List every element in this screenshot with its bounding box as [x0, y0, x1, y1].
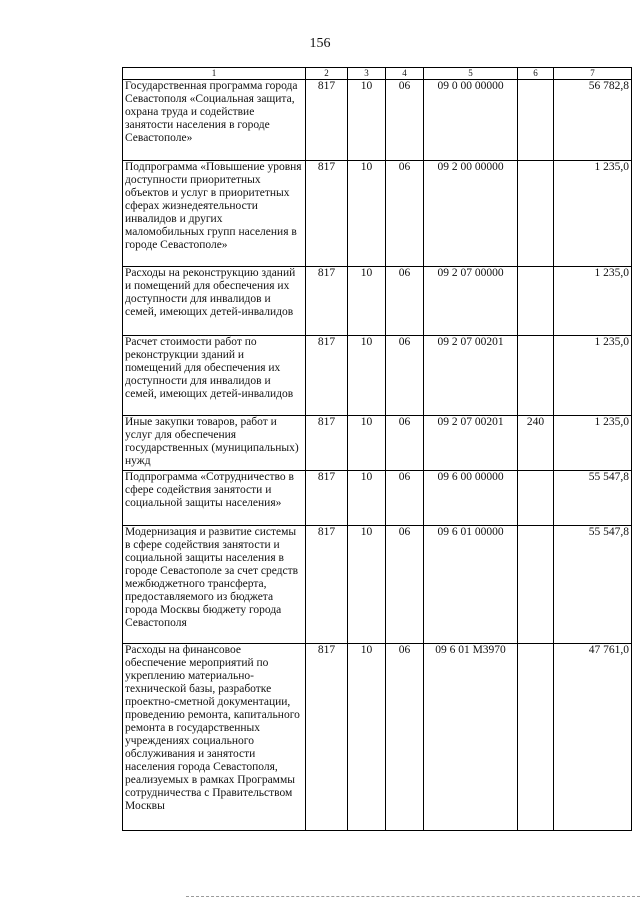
row-ministry-code: 817 — [306, 80, 348, 161]
row-ministry-code: 817 — [306, 161, 348, 267]
table-row — [123, 267, 632, 336]
header-col-6: 6 — [518, 68, 554, 80]
row-subsection: 06 — [386, 161, 424, 267]
row-section: 10 — [348, 267, 386, 336]
table-row — [123, 336, 632, 416]
row-subsection: 06 — [386, 80, 424, 161]
row-amount: 55 547,8 — [554, 471, 632, 526]
header-row — [123, 68, 632, 80]
row-subsection: 06 — [386, 526, 424, 644]
header-col-3: 3 — [348, 68, 386, 80]
row-target-article: 09 0 00 00000 — [424, 80, 518, 161]
row-target-article: 09 2 07 00201 — [424, 336, 518, 416]
table-row — [123, 416, 632, 471]
row-expense-type — [518, 471, 554, 526]
table-row — [123, 526, 632, 644]
row-expense-type — [518, 161, 554, 267]
row-target-article: 09 2 00 00000 — [424, 161, 518, 267]
row-section: 10 — [348, 526, 386, 644]
row-ministry-code: 817 — [306, 416, 348, 471]
row-expense-type — [518, 336, 554, 416]
row-amount: 1 235,0 — [554, 336, 632, 416]
row-subsection: 06 — [386, 336, 424, 416]
row-expense-type — [518, 644, 554, 831]
row-name: Модернизация и развитие системы в сфере содействия занятости и социальной защиты населения в городе Севастополе за счет средств межбюджетного трансферта, предоставляемого из бюджета города Москвы бюджету города Севастополя — [123, 526, 306, 644]
header-col-7: 7 — [554, 68, 632, 80]
row-name: Государственная программа города Севастополя «Социальная защита, охрана труда и содействие занятости населения в городе Севастополе» — [123, 80, 306, 161]
row-name: Иные закупки товаров, работ и услуг для обеспечения государственных (муниципальных) нужд — [123, 416, 306, 471]
row-amount: 1 235,0 — [554, 267, 632, 336]
row-target-article: 09 6 01 00000 — [424, 526, 518, 644]
row-subsection: 06 — [386, 471, 424, 526]
row-section: 10 — [348, 644, 386, 831]
row-name: Подпрограмма «Повышение уровня доступности приоритетных объектов и услуг в приоритетных сферах жизнедеятельности инвалидов и других маломобильных групп населения в городе Севастополе» — [123, 161, 306, 267]
table-row — [123, 644, 632, 831]
row-target-article: 09 6 00 00000 — [424, 471, 518, 526]
row-expense-type — [518, 267, 554, 336]
row-name: Расчет стоимости работ по реконструкции зданий и помещений для обеспечения их доступности для инвалидов и семей, имеющих детей-инвалидов — [123, 336, 306, 416]
row-subsection: 06 — [386, 416, 424, 471]
row-ministry-code: 817 — [306, 526, 348, 644]
row-amount: 47 761,0 — [554, 644, 632, 831]
page-number: 156 — [309, 36, 331, 51]
row-expense-type — [518, 80, 554, 161]
row-name: Расходы на финансовое обеспечение мероприятий по укреплению материально-технической базы, разработке проектно-сметной документации, проведению ремонта, капитального ремонта в государственных учреждениях социального обслуживания и занятости населения города Севастополя, реализуемых в рамках Программы сотрудничества с Правительством Москвы — [123, 644, 306, 831]
row-ministry-code: 817 — [306, 336, 348, 416]
header-col-2: 2 — [306, 68, 348, 80]
row-section: 10 — [348, 80, 386, 161]
row-section: 10 — [348, 161, 386, 267]
row-ministry-code: 817 — [306, 644, 348, 831]
row-section: 10 — [348, 416, 386, 471]
row-expense-type — [518, 526, 554, 644]
row-subsection: 06 — [386, 644, 424, 831]
row-amount: 55 547,8 — [554, 526, 632, 644]
row-target-article: 09 2 07 00201 — [424, 416, 518, 471]
header-col-4: 4 — [386, 68, 424, 80]
row-amount: 1 235,0 — [554, 161, 632, 267]
table-row — [123, 471, 632, 526]
row-section: 10 — [348, 471, 386, 526]
row-expense-type: 240 — [518, 416, 554, 471]
row-name: Расходы на реконструкцию зданий и помещений для обеспечения их доступности для инвалидов и семей, имеющих детей-инвалидов — [123, 267, 306, 336]
row-amount: 56 782,8 — [554, 80, 632, 161]
bottom-rule — [186, 896, 640, 897]
row-amount: 1 235,0 — [554, 416, 632, 471]
row-target-article: 09 6 01 М3970 — [424, 644, 518, 831]
budget-table — [122, 67, 632, 831]
header-col-1: 1 — [123, 68, 306, 80]
row-name: Подпрограмма «Сотрудничество в сфере содействия занятости и социальной защиты населения» — [123, 471, 306, 526]
table-row — [123, 161, 632, 267]
header-col-5: 5 — [424, 68, 518, 80]
row-ministry-code: 817 — [306, 267, 348, 336]
row-section: 10 — [348, 336, 386, 416]
row-target-article: 09 2 07 00000 — [424, 267, 518, 336]
row-subsection: 06 — [386, 267, 424, 336]
table-row — [123, 80, 632, 161]
row-ministry-code: 817 — [306, 471, 348, 526]
